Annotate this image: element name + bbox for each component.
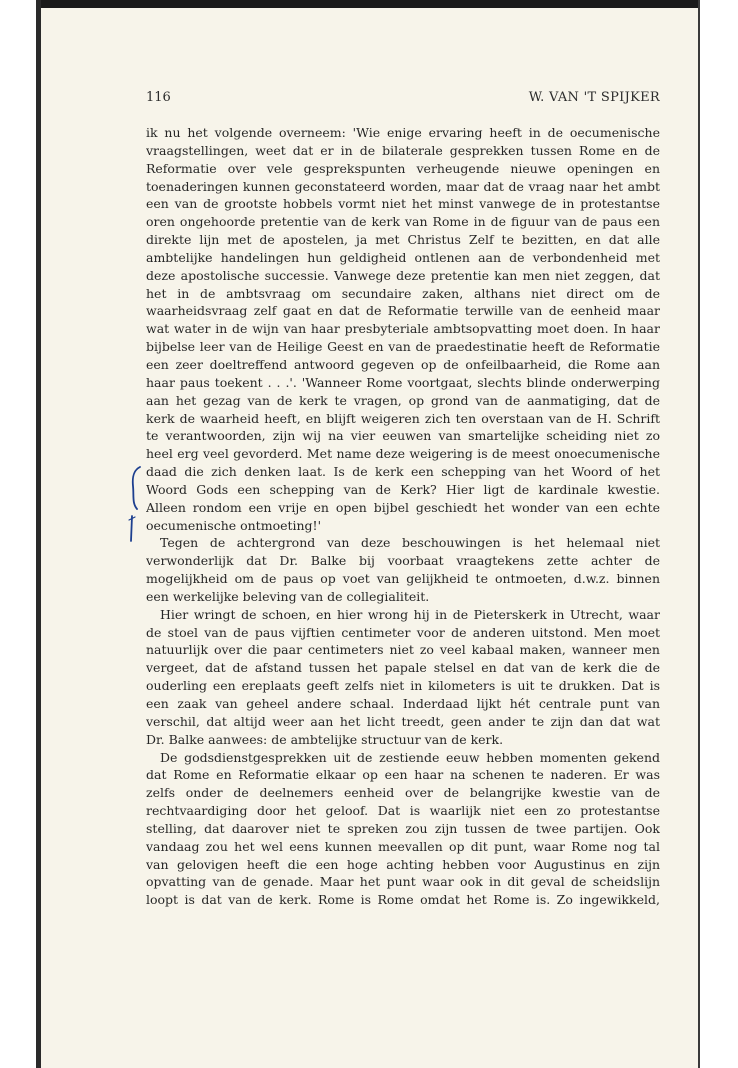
- running-head-author: W. VAN 'T SPIJKER: [528, 90, 660, 105]
- text-line: het in de ambtsvraag om secundaire zaken, althans niet direct om de: [146, 285, 660, 301]
- text-line: bijbelse leer van de Heilige Geest en van de praedestinatie heeft de Reformatie: [146, 339, 660, 355]
- text-line: vergeet, dat de afstand tussen het papale stelsel en dat van de kerk die de: [146, 660, 660, 676]
- text-line: natuurlijk over die paar centimeters niet zo veel kabaal maken, wanneer men: [146, 642, 660, 658]
- page-number: 116: [146, 90, 171, 105]
- body-text: [146, 124, 660, 909]
- text-line: Reformatie over vele gesprekspunten verheugende nieuwe openingen en: [146, 160, 660, 176]
- text-line: Dr. Balke aanwees: de ambtelijke structuur van de kerk.: [146, 731, 504, 747]
- text-line: stelling, dat daarover niet te spreken zou zijn tussen de twee partijen. Ook: [146, 820, 660, 836]
- text-line: oecumenische ontmoeting!': [146, 517, 322, 533]
- text-line: ambtelijke handelingen hun geldigheid ontlenen aan de verbondenheid met: [146, 249, 660, 265]
- text-line: verschil, dat altijd weer aan het licht treedt, geen ander te zijn dan dat wat: [146, 713, 660, 729]
- text-line: rechtvaardiging door het geloof. Dat is waarlijk niet een zo protestantse: [146, 803, 660, 819]
- text-line: vandaag zou het wel eens kunnen meevallen op dit punt, waar Rome nog tal: [146, 838, 660, 854]
- text-line: de stoel van de paus vijftien centimeter voor de anderen uitstond. Men moet: [146, 624, 660, 640]
- text-line: loopt is dat van de kerk. Rome is Rome omdat het Rome is. Zo ingewikkeld,: [146, 892, 660, 908]
- text-line: toenaderingen kunnen geconstateerd worden, maar dat de vraag naar het ambt: [146, 178, 660, 194]
- text-line: van gelovigen heeft die een hoge achting hebben voor Augustinus en zijn: [146, 856, 660, 872]
- text-line: heel erg veel gevorderd. Met name deze weigering is de meest onoecumenische: [146, 446, 660, 462]
- text-line: wat water in de wijn van haar presbyteriale ambtsopvatting moet doen. In haar: [146, 321, 660, 337]
- paragraph-start-line: Hier wringt de schoen, en hier wrong hij in de Pieterskerk in Utrecht, waar: [160, 606, 660, 622]
- text-line: ouderling een ereplaats geeft zelfs niet in kilometers is uit te drukken. Dat is: [146, 678, 660, 694]
- page-header: [146, 90, 660, 108]
- text-line: daad die zich denken laat. Is de kerk een schepping van het Woord of het: [146, 464, 660, 480]
- text-line: opvatting van de genade. Maar het punt waar ook in dit geval de scheidslijn: [146, 874, 660, 890]
- text-line: een van de grootste hobbels vormt niet het minst vanwege de in protestantse: [146, 196, 660, 212]
- paragraph-start-line: De godsdienstgesprekken uit de zestiende eeuw hebben momenten gekend: [160, 749, 660, 765]
- text-line: haar paus toekent . . .'. 'Wanneer Rome voortgaat, slechts blinde onderwerping: [146, 374, 660, 390]
- text-line: kerk de waarheid heeft, en blijft weigeren zich ten overstaan van de H. Schrift: [146, 410, 660, 426]
- text-line: mogelijkheid om de paus op voet van gelijkheid te ontmoeten, d.w.z. binnen: [146, 571, 660, 587]
- text-line: aan het gezag van de kerk te vragen, op grond van de aanmatiging, dat de: [146, 392, 660, 408]
- text-line: een zaak van geheel andere schaal. Inderdaad lijkt hét centrale punt van: [146, 696, 660, 711]
- text-line: dat Rome en Reformatie elkaar op een haar na schenen te naderen. Er was: [146, 767, 660, 783]
- text-line: Alleen rondom een vrije en open bijbel geschiedt het wonder van een echte: [146, 499, 660, 515]
- text-line: een zeer doeltreffend antwoord gegeven op de onfeilbaarheid, die Rome aan: [146, 356, 660, 372]
- text-line: verwonderlijk dat Dr. Balke bij voorbaat vraagtekens zette achter de: [146, 553, 660, 569]
- text-line: deze apostolische successie. Vanwege deze pretentie kan men niet zeggen, dat: [146, 267, 660, 283]
- text-line: zelfs onder de deelnemers eenheid over de belangrijke kwestie van de: [146, 785, 660, 801]
- text-line: Woord Gods een schepping van de Kerk? Hier ligt de kardinale kwestie.: [146, 481, 660, 497]
- text-line: een werkelijke beleving van de collegialiteit.: [146, 588, 430, 604]
- text-line: waarheidsvraag zelf gaat en dat de Reformatie terwille van de eenheid maar: [146, 303, 660, 319]
- text-line: direkte lijn met de apostelen, ja met Christus Zelf te bezitten, en dat alle: [146, 232, 660, 248]
- text-line: te verantwoorden, zijn wij na vier eeuwen van smartelijke scheiding niet zo: [146, 428, 660, 444]
- scan-right-border: [698, 0, 700, 1068]
- paragraph-start-line: Tegen de achtergrond van deze beschouwingen is het helemaal niet: [160, 535, 660, 551]
- text-line: ik nu het volgende overneem: 'Wie enige ervaring heeft in de oecumenische: [146, 125, 660, 140]
- scan-top-border: [36, 0, 700, 8]
- text-line: oren ongehoorde pretentie van de kerk van Rome in de figuur van de paus een: [146, 214, 660, 230]
- text-line: vraagstellingen, weet dat er in de bilaterale gesprekken tussen Rome en de: [146, 142, 660, 158]
